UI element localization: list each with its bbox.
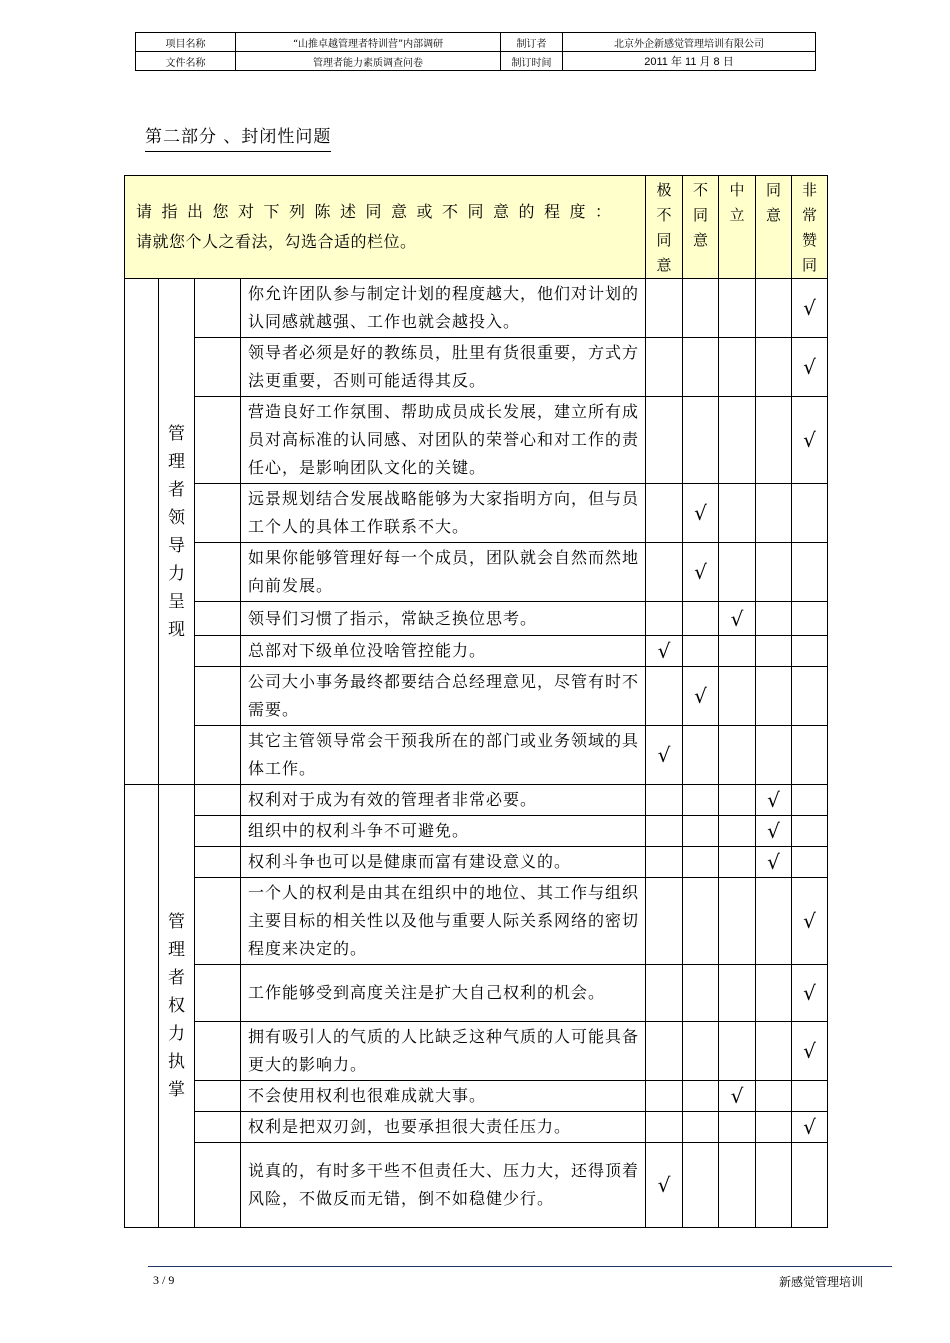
statement-text: 营造良好工作氛围、帮助成员成长发展，建立所有成员对高标准的认同感、对团队的荣誉心和对工作的责任心，是影响团队文化的关键。	[241, 397, 646, 484]
response-cell[interactable]	[792, 338, 828, 397]
response-cell[interactable]	[719, 667, 756, 726]
response-cell[interactable]	[646, 1143, 683, 1228]
response-cell[interactable]	[646, 726, 683, 785]
date-label: 制订时间	[501, 52, 563, 71]
response-cell[interactable]	[646, 816, 683, 847]
blank-cell	[195, 484, 241, 543]
response-cell[interactable]	[683, 636, 719, 667]
blank-cell	[195, 1081, 241, 1112]
blank-cell	[195, 1022, 241, 1081]
response-cell[interactable]	[756, 636, 792, 667]
response-cell[interactable]	[683, 338, 719, 397]
survey-row	[125, 667, 828, 726]
response-cell[interactable]	[719, 636, 756, 667]
footer-brand: 新感觉管理培训	[779, 1275, 864, 1289]
statement-text: 如果你能够管理好每一个成员，团队就会自然而然地向前发展。	[241, 543, 646, 602]
checkmark-icon: √	[657, 639, 671, 663]
response-cell[interactable]	[792, 484, 828, 543]
response-cell[interactable]	[756, 1022, 792, 1081]
survey-row	[125, 878, 828, 965]
blank-cell	[195, 816, 241, 847]
category-label	[159, 279, 195, 785]
statement-text: 其它主管领导常会干预我所在的部门或业务领域的具体工作。	[241, 726, 646, 785]
statement-text: 说真的，有时多干些不但责任大、压力大，还得顶着风险，不做反而无错，倒不如稳健少行。	[241, 1143, 646, 1228]
response-cell[interactable]	[683, 726, 719, 785]
response-cell[interactable]	[756, 847, 792, 878]
survey-row	[125, 785, 828, 816]
statement-text: 权利是把双刃剑，也要承担很大责任压力。	[241, 1112, 646, 1143]
file-name-label: 文件名称	[136, 52, 236, 71]
response-cell[interactable]	[756, 602, 792, 636]
response-cell[interactable]	[756, 878, 792, 965]
blank-cell	[195, 847, 241, 878]
survey-row	[125, 636, 828, 667]
blank-cell	[195, 636, 241, 667]
response-cell[interactable]	[719, 602, 756, 636]
response-cell[interactable]	[719, 1143, 756, 1228]
response-cell[interactable]	[719, 484, 756, 543]
blank-cell	[195, 667, 241, 726]
statement-text: 不会使用权利也很难成就大事。	[241, 1081, 646, 1112]
response-cell[interactable]	[756, 338, 792, 397]
document-header-table	[135, 32, 816, 71]
response-cell[interactable]	[756, 484, 792, 543]
blank-cell	[195, 543, 241, 602]
response-cell[interactable]	[719, 847, 756, 878]
response-cell[interactable]	[683, 1143, 719, 1228]
response-cell[interactable]	[683, 965, 719, 1022]
response-cell[interactable]	[756, 543, 792, 602]
response-cell[interactable]	[646, 965, 683, 1022]
response-cell[interactable]	[719, 965, 756, 1022]
response-cell[interactable]	[756, 726, 792, 785]
checkmark-icon: √	[694, 684, 707, 708]
response-cell[interactable]	[756, 1143, 792, 1228]
response-cell[interactable]	[792, 1022, 828, 1081]
checkmark-icon: √	[657, 743, 671, 767]
response-cell[interactable]	[792, 726, 828, 785]
response-cell[interactable]	[646, 847, 683, 878]
response-cell[interactable]	[719, 1022, 756, 1081]
response-cell[interactable]	[756, 816, 792, 847]
response-cell[interactable]	[683, 667, 719, 726]
checkmark-icon: √	[767, 850, 780, 874]
survey-row	[125, 484, 828, 543]
survey-row	[125, 965, 828, 1022]
option-strongly-agree	[792, 176, 828, 279]
response-cell[interactable]	[792, 1143, 828, 1228]
blank-cell	[195, 726, 241, 785]
statement-text: 权利斗争也可以是健康而富有建设意义的。	[241, 847, 646, 878]
option-disagree	[683, 176, 719, 279]
checkmark-icon: √	[803, 296, 816, 320]
checkmark-icon: √	[767, 788, 780, 812]
response-cell[interactable]	[683, 484, 719, 543]
option-label: 不同意	[693, 181, 709, 249]
response-cell[interactable]	[792, 785, 828, 816]
response-cell[interactable]	[792, 1112, 828, 1143]
checkmark-icon: √	[657, 1173, 671, 1197]
response-cell[interactable]	[646, 1112, 683, 1143]
response-cell[interactable]	[683, 847, 719, 878]
survey-row	[125, 338, 828, 397]
response-cell[interactable]	[719, 816, 756, 847]
response-cell[interactable]	[646, 279, 683, 338]
file-name-value: 管理者能力素质调查问卷	[236, 52, 501, 71]
response-cell[interactable]	[719, 1081, 756, 1112]
checkmark-icon: √	[767, 819, 780, 843]
instruction-line-2: 请就您个人之看法，勾选合适的栏位。	[136, 232, 417, 251]
response-cell[interactable]	[756, 965, 792, 1022]
response-cell[interactable]	[683, 602, 719, 636]
statement-text: 总部对下级单位没啥管控能力。	[241, 636, 646, 667]
checkmark-icon: √	[694, 501, 707, 525]
checkmark-icon: √	[730, 1084, 744, 1108]
response-cell[interactable]	[646, 1022, 683, 1081]
response-cell[interactable]	[646, 667, 683, 726]
response-cell[interactable]	[719, 785, 756, 816]
response-cell[interactable]	[646, 878, 683, 965]
survey-row	[125, 847, 828, 878]
response-cell[interactable]	[792, 878, 828, 965]
project-name-label: 项目名称	[136, 33, 236, 52]
category-text: 管理者权力执掌	[168, 912, 185, 1100]
response-cell[interactable]	[792, 1081, 828, 1112]
survey-row	[125, 1112, 828, 1143]
survey-row	[125, 1081, 828, 1112]
blank-cell	[195, 338, 241, 397]
response-cell[interactable]	[756, 397, 792, 484]
checkmark-icon: √	[803, 428, 816, 452]
project-name-value: “山推卓越管理者特训营”内部调研	[236, 33, 501, 52]
blank-cell	[195, 878, 241, 965]
survey-table	[124, 175, 828, 1228]
checkmark-icon: √	[730, 606, 744, 631]
group-blank-cell	[125, 785, 159, 1228]
response-cell[interactable]	[756, 279, 792, 338]
response-cell[interactable]	[719, 397, 756, 484]
response-cell[interactable]	[646, 636, 683, 667]
response-cell[interactable]	[683, 785, 719, 816]
checkmark-icon: √	[803, 1115, 816, 1139]
checkmark-icon: √	[694, 560, 707, 584]
option-label: 同意	[766, 181, 782, 224]
response-cell[interactable]	[646, 338, 683, 397]
survey-row	[125, 397, 828, 484]
response-cell[interactable]	[792, 397, 828, 484]
checkmark-icon: √	[803, 1039, 816, 1063]
checkmark-icon: √	[803, 909, 816, 933]
response-cell[interactable]	[792, 816, 828, 847]
blank-cell	[195, 397, 241, 484]
statement-text: 领导者必须是好的教练员，肚里有货很重要，方式方法更重要，否则可能适得其反。	[241, 338, 646, 397]
response-cell[interactable]	[646, 543, 683, 602]
checkmark-icon: √	[803, 355, 816, 379]
survey-row	[125, 543, 828, 602]
category-label	[159, 785, 195, 1228]
blank-cell	[195, 1143, 241, 1228]
response-cell[interactable]	[683, 543, 719, 602]
statement-text: 远景规划结合发展战略能够为大家指明方向，但与员工个人的具体工作联系不大。	[241, 484, 646, 543]
blank-cell	[195, 602, 241, 636]
blank-cell	[195, 279, 241, 338]
response-cell[interactable]	[646, 785, 683, 816]
response-cell[interactable]	[792, 636, 828, 667]
response-cell[interactable]	[683, 816, 719, 847]
blank-cell	[195, 1112, 241, 1143]
option-label: 极不同意	[656, 181, 672, 274]
survey-row	[125, 1143, 828, 1228]
response-cell[interactable]	[719, 279, 756, 338]
header-row-project	[136, 33, 816, 52]
response-cell[interactable]	[756, 785, 792, 816]
statement-text: 工作能够受到高度关注是扩大自己权利的机会。	[241, 965, 646, 1022]
response-cell[interactable]	[683, 1081, 719, 1112]
blank-cell	[195, 785, 241, 816]
response-cell[interactable]	[792, 602, 828, 636]
statement-text: 公司大小事务最终都要结合总经理意见，尽管有时不需要。	[241, 667, 646, 726]
footer-divider	[148, 1266, 892, 1267]
response-cell[interactable]	[646, 397, 683, 484]
response-cell[interactable]	[792, 965, 828, 1022]
option-label: 非常赞同	[802, 181, 818, 274]
response-cell[interactable]	[719, 1112, 756, 1143]
response-cell[interactable]	[792, 847, 828, 878]
survey-row	[125, 602, 828, 636]
option-agree	[756, 176, 792, 279]
statement-text: 一个人的权利是由其在组织中的地位、其工作与组织主要目标的相关性以及他与重要人际关系网络的密切程度来决定的。	[241, 878, 646, 965]
response-cell[interactable]	[646, 602, 683, 636]
instruction-line-1: 请指出您对下列陈述同意或不同意的程度：	[136, 202, 621, 221]
page-number: 3 / 9	[153, 1273, 175, 1287]
survey-row	[125, 1022, 828, 1081]
response-cell[interactable]	[756, 1112, 792, 1143]
response-cell[interactable]	[792, 543, 828, 602]
response-cell[interactable]	[719, 543, 756, 602]
response-cell[interactable]	[756, 1081, 792, 1112]
response-cell[interactable]	[792, 279, 828, 338]
response-cell[interactable]	[792, 667, 828, 726]
group-blank-cell	[125, 279, 159, 785]
response-cell[interactable]	[646, 484, 683, 543]
option-neutral	[719, 176, 756, 279]
response-cell[interactable]	[683, 878, 719, 965]
header-row-file	[136, 52, 816, 71]
response-cell[interactable]	[719, 338, 756, 397]
statement-text: 领导们习惯了指示，常缺乏换位思考。	[241, 602, 646, 636]
response-cell[interactable]	[756, 667, 792, 726]
response-cell[interactable]	[719, 726, 756, 785]
statement-text: 组织中的权利斗争不可避免。	[241, 816, 646, 847]
survey-row	[125, 279, 828, 338]
response-cell[interactable]	[646, 1081, 683, 1112]
response-cell[interactable]	[683, 1112, 719, 1143]
author-value: 北京外企新感觉管理培训有限公司	[563, 33, 816, 52]
option-strongly-disagree	[646, 176, 683, 279]
response-cell[interactable]	[683, 279, 719, 338]
survey-row	[125, 816, 828, 847]
option-label: 中立	[729, 181, 745, 224]
response-cell[interactable]	[683, 1022, 719, 1081]
blank-cell	[195, 965, 241, 1022]
survey-row	[125, 726, 828, 785]
response-cell[interactable]	[683, 397, 719, 484]
author-label: 制订者	[501, 33, 563, 52]
checkmark-icon: √	[803, 981, 816, 1005]
response-cell[interactable]	[719, 878, 756, 965]
statement-text: 你允许团队参与制定计划的程度越大，他们对计划的认同感就越强、工作也就会越投入。	[241, 279, 646, 338]
statement-text: 权利对于成为有效的管理者非常必要。	[241, 785, 646, 816]
survey-header-row	[125, 176, 828, 279]
category-text: 管理者领导力呈现	[168, 423, 185, 640]
statement-text: 拥有吸引人的气质的人比缺乏这种气质的人可能具备更大的影响力。	[241, 1022, 646, 1081]
survey-instructions	[125, 176, 646, 279]
section-title: 第二部分 、封闭性问题	[145, 122, 331, 152]
date-value: 2011 年 11 月 8 日	[563, 52, 816, 71]
